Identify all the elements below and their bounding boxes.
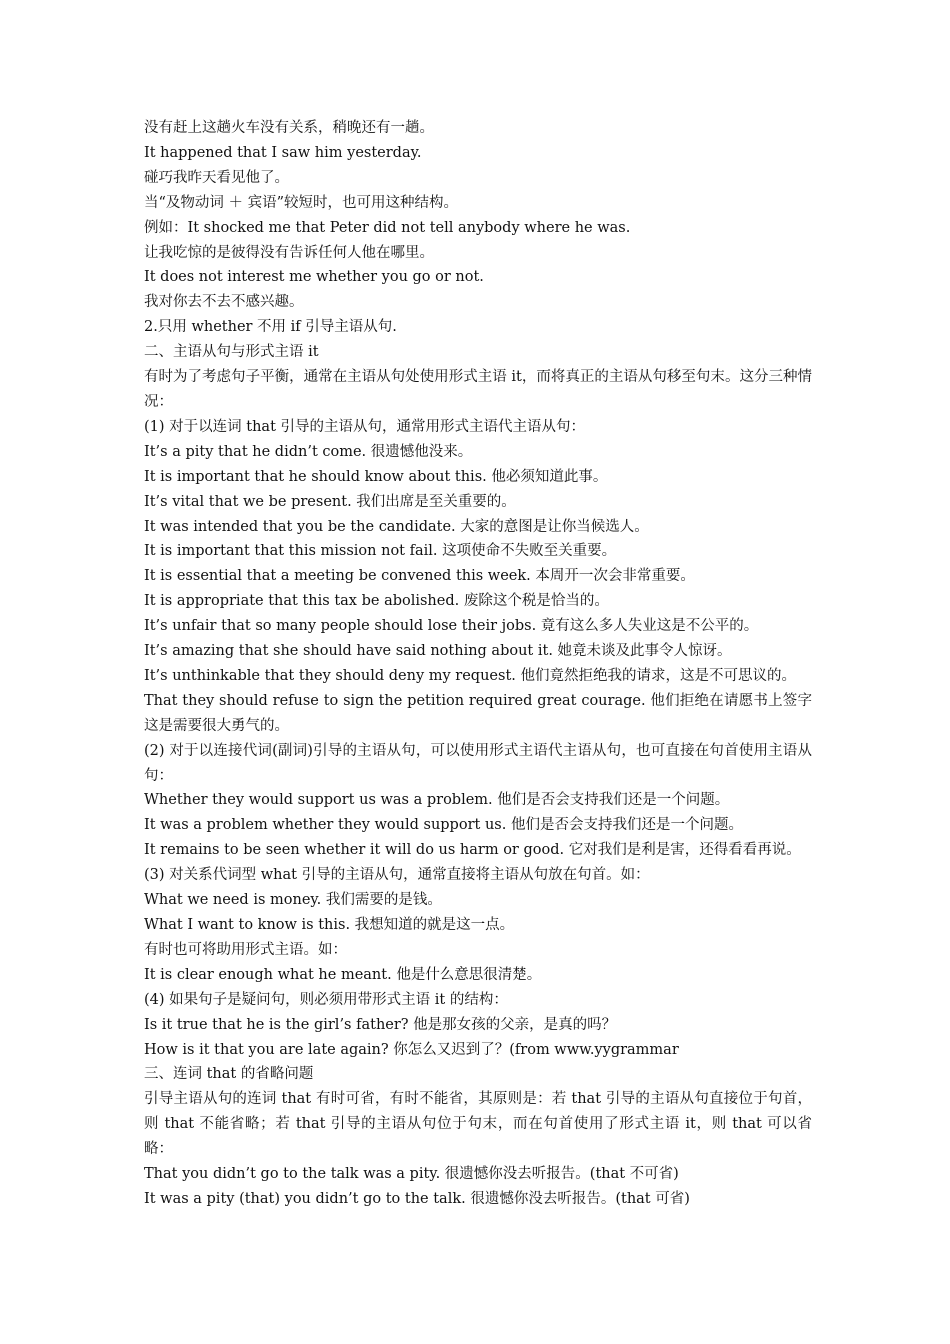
text-line: (3) 对关系代词型 what 引导的主语从句，通常直接将主语从句放在句首。如：	[144, 867, 650, 884]
text-paragraph: (2) 对于以连接代词(副词)引导的主语从句，可以使用形式主语代主语从句，也可直接在句首使用主语从句：	[144, 742, 812, 784]
text-paragraph: 有时为了考虑句子平衡，通常在主语从句处使用形式主语 it，而将真正的主语从句移至句末。这分三种情况：	[144, 369, 812, 410]
section-heading: 三、连词 that 的省略问题	[144, 1066, 314, 1083]
text-line: How is it that you are late again? 你怎么又迟到了？(from www.yygrammar	[144, 1041, 679, 1058]
text-line: It is appropriate that this tax be abolished. 废除这个税是恰当的。	[144, 593, 609, 610]
text-line: It does not interest me whether you go or not.	[144, 269, 484, 286]
text-line: It’s amazing that she should have said nothing about it. 她竟未谈及此事令人惊讶。	[144, 643, 732, 660]
text-line: It is important that this mission not fail. 这项使命不失败至关重要。	[144, 543, 617, 560]
text-line: It’s vital that we be present. 我们出席是至关重要的。	[144, 493, 516, 510]
text-line: 当“及物动词 ＋ 宾语”较短时，也可用这种结构。	[144, 194, 459, 211]
text-line: What I want to know is this. 我想知道的就是这一点。	[144, 917, 515, 933]
text-line: What we need is money. 我们需要的是钱。	[144, 892, 442, 909]
text-line: It happened that I saw him yesterday.	[144, 144, 422, 161]
text-line: It’s unthinkable that they should deny my request. 他们竟然拒绝我的请求，这是不可思议的。	[144, 667, 796, 684]
text-line: Is it true that he is the girl’s father? 他是那女孩的父亲，是真的吗？	[144, 1016, 617, 1033]
text-line: 有时也可将助用形式主语。如：	[144, 941, 347, 958]
text-line: It was a pity (that) you didn’t go to the talk. 很遗憾你没去听报告。(that 可省)	[144, 1190, 690, 1207]
text-line: That you didn’t go to the talk was a pity. 很遗憾你没去听报告。(that 不可省)	[144, 1166, 679, 1183]
document-body	[144, 116, 812, 1212]
section-heading: 二、主语从句与形式主语 it	[144, 344, 319, 361]
text-line: It is essential that a meeting be convened this week. 本周开一次会非常重要。	[144, 568, 695, 585]
text-line: It is important that he should know about this. 他必须知道此事。	[144, 468, 608, 485]
text-line: 碰巧我昨天看见他了。	[144, 169, 289, 186]
text-line: It remains to be seen whether it will do us harm or good. 它对我们是利是害，还得看看再说。	[144, 842, 801, 859]
text-line: It’s a pity that he didn’t come. 很遗憾他没来。	[144, 443, 473, 460]
text-line: 没有赶上这趟火车没有关系，稍晚还有一趟。	[144, 120, 434, 136]
text-line: 让我吃惊的是彼得没有告诉任何人他在哪里。	[144, 244, 434, 261]
text-line: 例如：It shocked me that Peter did not tell anybody where he was.	[144, 219, 631, 236]
text-line: 我对你去不去不感兴趣。	[144, 294, 304, 311]
text-line: Whether they would support us was a problem. 他们是否会支持我们还是一个问题。	[144, 792, 730, 809]
text-paragraph: 引导主语从句的连词 that 有时可省，有时不能省，其原则是：若 that 引导的主语从句直接位于句首，则 that 不能省略；若 that 引导的主语从句位于句末，而在句首使用了形式主语 it，则 that 可以省略：	[144, 1091, 812, 1158]
text-line: 2.只用 whether 不用 if 引导主语从句.	[144, 319, 397, 336]
text-paragraph: That they should refuse to sign the petition required great courage. 他们拒绝在请愿书上签字这是需要很大勇气的。	[144, 692, 812, 734]
text-line: It’s unfair that so many people should lose their jobs. 竟有这么多人失业这是不公平的。	[144, 618, 759, 635]
text-line: (1) 对于以连词 that 引导的主语从句，通常用形式主语代主语从句：	[144, 418, 586, 435]
text-line: It was intended that you be the candidate. 大家的意图是让你当候选人。	[144, 518, 649, 535]
text-line: It was a problem whether they would support us. 他们是否会支持我们还是一个问题。	[144, 817, 743, 834]
text-line: It is clear enough what he meant. 他是什么意思很清楚。	[144, 966, 542, 983]
text-line: (4) 如果句子是疑问句，则必须用带形式主语 it 的结构：	[144, 991, 508, 1008]
